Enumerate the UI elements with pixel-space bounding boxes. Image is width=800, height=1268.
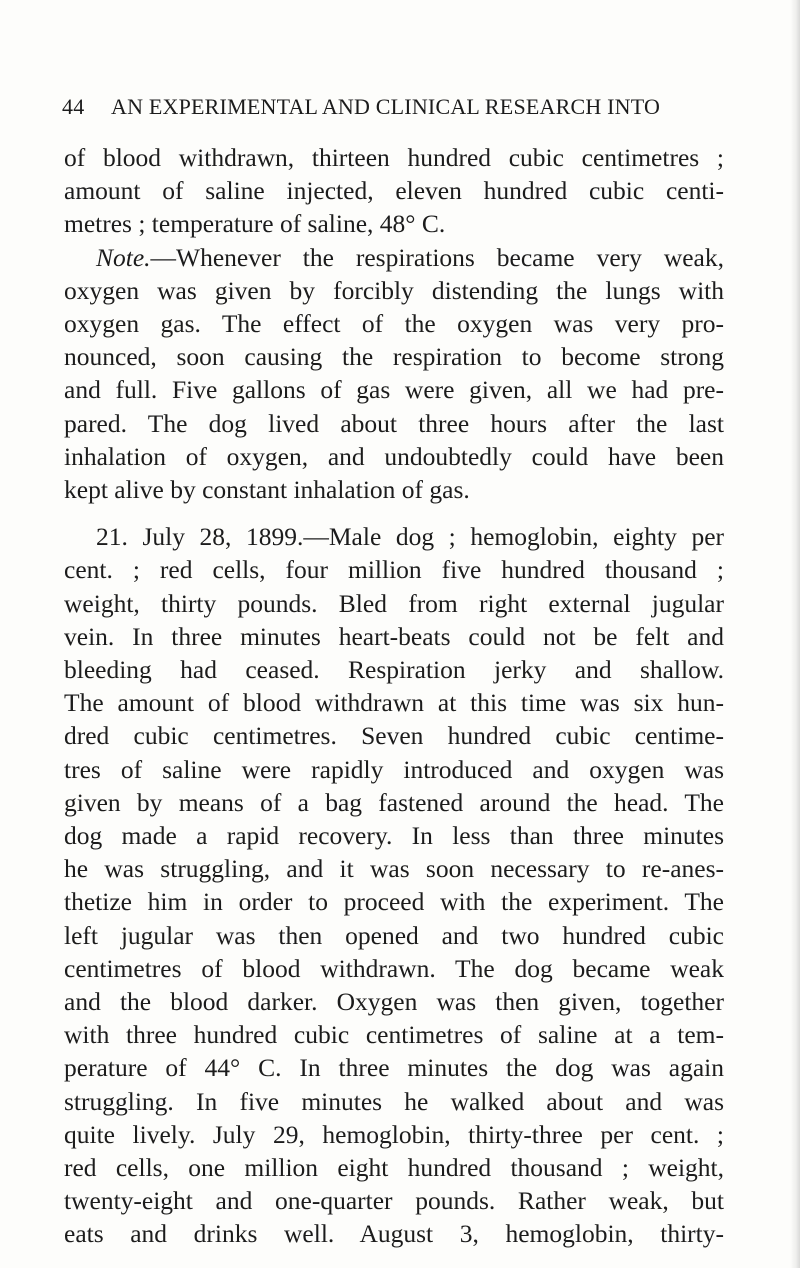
text-line-16: bleeding had ceased. Respiration jerky and shallow. — [64, 655, 724, 684]
text-line-25: centimetres of blood withdrawn. The dog became weak — [64, 954, 724, 983]
text-line-32: twenty-eight and one-quarter pounds. Rather weak, but — [64, 1186, 724, 1215]
text-line-10: inhalation of oxygen, and undoubtedly could have been — [64, 442, 724, 471]
note-line-1 — [96, 242, 724, 273]
text-line-21: dog made a rapid recovery. In less than three minutes — [64, 821, 724, 850]
text-line-2: amount of saline injected, eleven hundred cubic centi- — [64, 176, 724, 205]
text-line-9: pared. The dog lived about three hours after the last — [64, 409, 724, 438]
text-line-15: vein. In three minutes heart-beats could not be felt and — [64, 622, 724, 651]
text-line-23: thetize him in order to proceed with the experiment. The — [64, 887, 724, 916]
text-line-17: The amount of blood withdrawn at this time was six hun- — [64, 688, 724, 717]
text-line-6: oxygen gas. The effect of the oxygen was very pro- — [64, 309, 724, 338]
text-line-33: eats and drinks well. August 3, hemoglobin, thirty- — [64, 1219, 724, 1248]
running-head — [62, 94, 722, 124]
page-edge-shadow — [790, 0, 800, 1268]
text-line-24: left jugular was then opened and two hundred cubic — [64, 921, 724, 950]
text-line-7: nounced, soon causing the respiration to become strong — [64, 342, 724, 371]
text-line-26: and the blood darker. Oxygen was then given, together — [64, 987, 724, 1016]
text-line-27: with three hundred cubic centimetres of saline at a tem- — [64, 1020, 724, 1049]
page-number: 44 — [62, 94, 85, 119]
text-line-11: kept alive by constant inhalation of gas. — [64, 475, 470, 504]
text-line-30: quite lively. July 29, hemoglobin, thirty-three per cent. ; — [64, 1120, 724, 1149]
note-line-1-rest: —Whenever the respirations became very weak, — [150, 243, 724, 272]
text-line-31: red cells, one million eight hundred thousand ; weight, — [64, 1153, 724, 1182]
text-line-22: he was struggling, and it was soon necessary to re-anes- — [64, 854, 724, 883]
text-line-29: struggling. In five minutes he walked about and was — [64, 1087, 724, 1116]
text-line-12: 21. July 28, 1899.—Male dog ; hemoglobin, eighty per — [96, 522, 724, 551]
text-line-14: weight, thirty pounds. Bled from right external jugular — [64, 589, 724, 618]
text-line-18: dred cubic centimetres. Seven hundred cubic centime- — [64, 721, 724, 750]
running-title: AN EXPERIMENTAL AND CLINICAL RESEARCH INTO — [111, 94, 661, 119]
text-line-13: cent. ; red cells, four million five hundred thousand ; — [64, 555, 724, 584]
text-line-5: oxygen was given by forcibly distending the lungs with — [64, 276, 724, 305]
text-line-28: perature of 44° C. In three minutes the dog was again — [64, 1053, 724, 1082]
text-line-19: tres of saline were rapidly introduced and oxygen was — [64, 755, 724, 784]
note-label: Note. — [96, 243, 151, 272]
text-line-3: metres ; temperature of saline, 48° C. — [64, 209, 446, 238]
text-line-20: given by means of a bag fastened around the head. The — [64, 788, 724, 817]
text-line-1: of blood withdrawn, thirteen hundred cubic centimetres ; — [64, 143, 724, 172]
text-line-8: and full. Five gallons of gas were given, all we had pre- — [64, 375, 724, 404]
